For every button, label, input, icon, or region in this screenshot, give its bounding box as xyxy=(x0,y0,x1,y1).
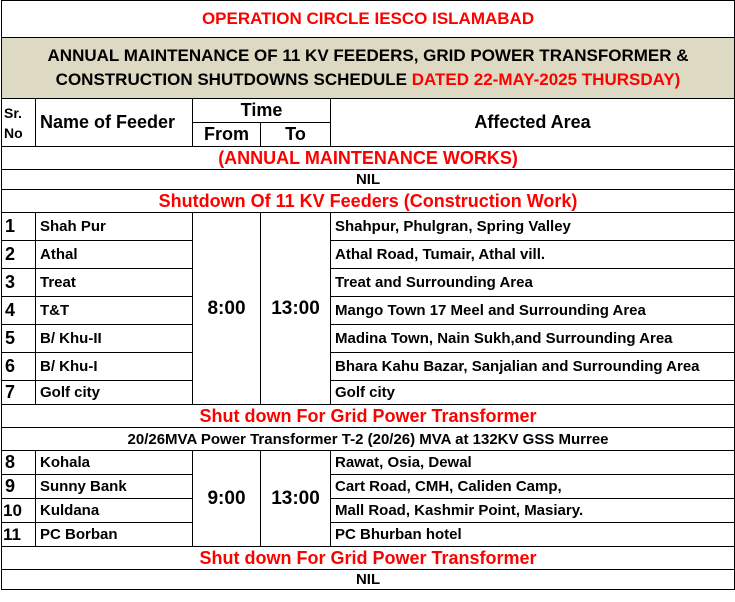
row-sr: 3 xyxy=(2,269,36,297)
header-feeder: Name of Feeder xyxy=(36,99,193,147)
header-time: Time xyxy=(193,99,331,123)
row-feeder: Kohala xyxy=(36,451,193,475)
grid-from-time: 9:00 xyxy=(193,451,261,547)
table-row xyxy=(2,475,735,499)
section-grid2-title: Shut down For Grid Power Transformer xyxy=(2,547,735,570)
row-feeder: PC Borban xyxy=(36,523,193,547)
row-feeder: Athal xyxy=(36,241,193,269)
table-row xyxy=(2,297,735,325)
row-area: Athal Road, Tumair, Athal vill. xyxy=(331,241,735,269)
row-sr: 7 xyxy=(2,381,36,405)
row-feeder: Golf city xyxy=(36,381,193,405)
row-area: PC Bhurban hotel xyxy=(331,523,735,547)
row-feeder: B/ Khu-II xyxy=(36,325,193,353)
table-row xyxy=(2,381,735,405)
table-row xyxy=(2,451,735,475)
row-area: Mall Road, Kashmir Point, Masiary. xyxy=(331,499,735,523)
row-area: Mango Town 17 Meel and Surrounding Area xyxy=(331,297,735,325)
row-area: Madina Town, Nain Sukh,and Surrounding Area xyxy=(331,325,735,353)
row-sr: 11 xyxy=(2,523,36,547)
schedule-heading xyxy=(2,38,735,99)
schedule-date: DATED 22-MAY-2025 THURSDAY) xyxy=(411,70,681,89)
row-area: Shahpur, Phulgran, Spring Valley xyxy=(331,213,735,241)
section-annual-nil: NIL xyxy=(2,170,735,190)
header-from: From xyxy=(193,123,261,147)
row-area: Golf city xyxy=(331,381,735,405)
row-sr: 1 xyxy=(2,213,36,241)
row-sr: 10 xyxy=(2,499,36,523)
section-grid1-title: Shut down For Grid Power Transformer xyxy=(2,405,735,428)
table-row xyxy=(2,269,735,297)
row-sr: 2 xyxy=(2,241,36,269)
row-area: Rawat, Osia, Dewal xyxy=(331,451,735,475)
row-sr: 9 xyxy=(2,475,36,499)
row-sr: 5 xyxy=(2,325,36,353)
header-sr-no: Sr. No xyxy=(2,99,36,147)
table-row xyxy=(2,213,735,241)
construction-from-time: 8:00 xyxy=(193,213,261,405)
row-feeder: Sunny Bank xyxy=(36,475,193,499)
grid-to-time: 13:00 xyxy=(261,451,331,547)
shutdown-schedule-table xyxy=(1,0,735,590)
row-sr: 8 xyxy=(2,451,36,475)
page-title: OPERATION CIRCLE IESCO ISLAMABAD xyxy=(2,1,735,38)
section-annual-title: (ANNUAL MAINTENANCE WORKS) xyxy=(2,147,735,170)
row-feeder: Treat xyxy=(36,269,193,297)
row-sr: 4 xyxy=(2,297,36,325)
construction-to-time: 13:00 xyxy=(261,213,331,405)
section-grid2-nil: NIL xyxy=(2,570,735,590)
section-construction-title: Shutdown Of 11 KV Feeders (Construction Work) xyxy=(2,190,735,213)
table-row xyxy=(2,499,735,523)
table-row xyxy=(2,241,735,269)
table-row xyxy=(2,523,735,547)
table-row xyxy=(2,353,735,381)
row-feeder: T&T xyxy=(36,297,193,325)
row-feeder: B/ Khu-I xyxy=(36,353,193,381)
header-to: To xyxy=(261,123,331,147)
header-affected-area: Affected Area xyxy=(331,99,735,147)
row-area: Treat and Surrounding Area xyxy=(331,269,735,297)
row-feeder: Shah Pur xyxy=(36,213,193,241)
row-area: Bhara Kahu Bazar, Sanjalian and Surrounding Area xyxy=(331,353,735,381)
row-feeder: Kuldana xyxy=(36,499,193,523)
section-grid1-note: 20/26MVA Power Transformer T-2 (20/26) MVA at 132KV GSS Murree xyxy=(2,428,735,451)
schedule-heading-text: ANNUAL MAINTENANCE OF 11 KV FEEDERS, GRID POWER TRANSFORMER & CONSTRUCTION SHUTDOWNS SCHEDULE xyxy=(47,46,689,89)
row-area: Cart Road, CMH, Caliden Camp, xyxy=(331,475,735,499)
row-sr: 6 xyxy=(2,353,36,381)
table-row xyxy=(2,325,735,353)
